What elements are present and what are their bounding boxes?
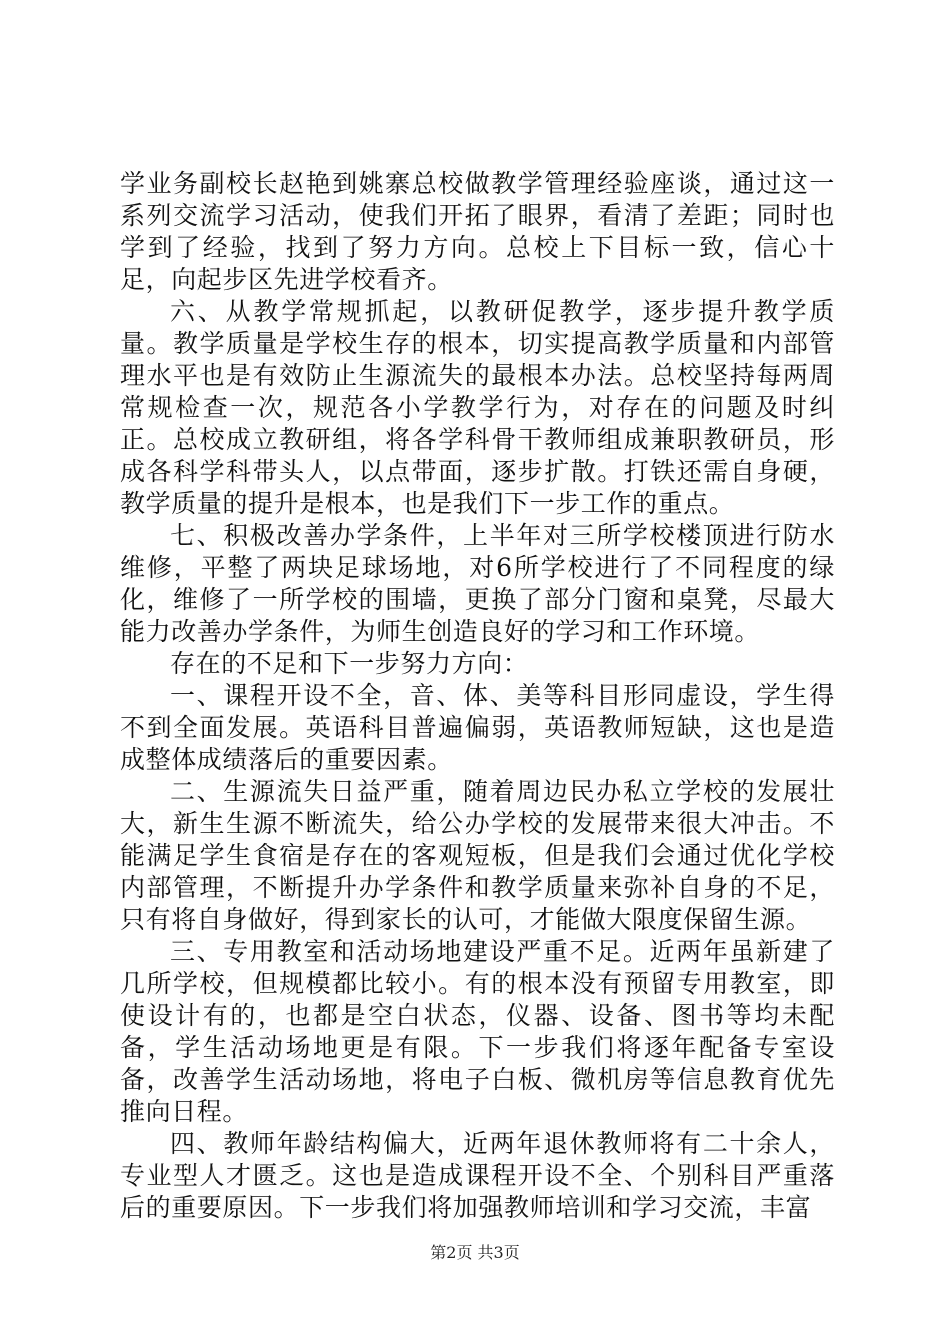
paragraph-shortcoming-two: 二、生源流失日益严重，随着周边民办私立学校的发展壮大，新生生源不断流失，给公办学校的发展带来很大冲击。不能满足学生食宿是存在的客观短板，但是我们会通过优化学校内部管理，不断提升办学条件和教学质量来弥补自身的不足，只有将自身做好，得到家长的认可，才能做大限度保留生源。 (120, 777, 835, 934)
paragraph-shortcoming-one: 一、课程开设不全，音、体、美等科目形同虚设，学生得不到全面发展。英语科目普遍偏弱，英语教师短缺，这也是造成整体成绩落后的重要因素。 (120, 681, 835, 774)
paragraph-continuation: 学业务副校长赵艳到姚寨总校做教学管理经验座谈，通过这一系列交流学习活动，使我们开拓了眼界，看清了差距；同时也学到了经验，找到了努力方向。总校上下目标一致，信心十足，向起步区先进学校看齐。 (120, 169, 835, 294)
paragraph-shortcoming-three: 三、专用教室和活动场地建设严重不足。近两年虽新建了几所学校，但规模都比较小。有的根本没有预留专用教室，即使设计有的，也都是空白状态，仪器、设备、图书等均未配备，学生活动场地更是有限。下一步我们将逐年配备专室设备，改善学生活动场地，将电子白板、微机房等信息教育优先推向日程。 (120, 937, 835, 1126)
paragraph-section-seven: 七、积极改善办学条件，上半年对三所学校楼顶进行防水维修，平整了两块足球场地，对6所学校进行了不同程度的绿化，维修了一所学校的围墙，更换了部分门窗和桌凳，尽最大能力改善办学条件，为师生创造良好的学习和工作环境。 (120, 521, 835, 646)
paragraph-section-six: 六、从教学常规抓起，以教研促教学，逐步提升教学质量。教学质量是学校生存的根本，切实提高教学质量和内部管理水平也是有效防止生源流失的最根本办法。总校坚持每两周常规检查一次，规范各小学教学行为，对存在的问题及时纠正。总校成立教研组，将各学科骨干教师组成兼职教研员，形成各科学科带头人，以点带面，逐步扩散。打铁还需自身硬，教学质量的提升是根本，也是我们下一步工作的重点。 (120, 297, 835, 518)
page-number-footer: 第2页 共3页 (430, 1243, 520, 1262)
paragraph-shortcoming-four: 四、教师年龄结构偏大，近两年退休教师将有二十余人，专业型人才匮乏。这也是造成课程开设不全、个别科目严重落后的重要原因。下一步我们将加强教师培训和学习交流，丰富 (120, 1129, 835, 1222)
document-body (120, 168, 835, 1224)
paragraph-shortcomings-heading: 存在的不足和下一步努力方向： (170, 649, 529, 678)
